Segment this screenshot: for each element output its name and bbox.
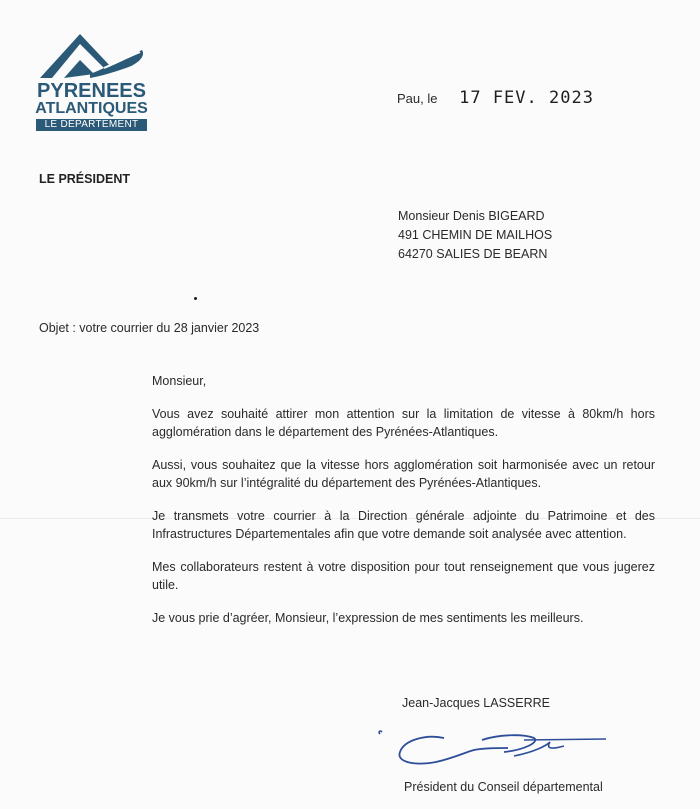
signer-name: Jean-Jacques LASSERRE — [402, 696, 550, 710]
paragraph: Mes collaborateurs restent à votre disposition pour tout renseignement que vous jugerez utile. — [152, 559, 655, 592]
logo-title: PYRENEES — [37, 80, 146, 102]
recipient-name: Monsieur Denis BIGEARD — [398, 209, 545, 223]
recipient-city: 64270 SALIES DE BEARN — [398, 247, 548, 261]
ink-speck — [194, 297, 197, 300]
date-line — [397, 88, 594, 108]
logo-subtitle: ATLANTIQUES — [35, 100, 148, 117]
logo-band: LE DEPARTEMENT — [36, 119, 147, 131]
date-stamp: 17 FEV. 2023 — [459, 88, 594, 108]
paragraph: Vous avez souhaité attirer mon attention sur la limitation de vitesse à 80km/h hors agglomération dans le département des Pyrénées-Atlantiques. — [152, 406, 655, 439]
place-label: Pau, le — [397, 91, 438, 106]
letter-subject: Objet : votre courrier du 28 janvier 2023 — [39, 321, 260, 335]
letter-body — [152, 372, 655, 641]
recipient-address — [398, 207, 552, 264]
department-logo — [34, 28, 149, 134]
closing-paragraph: Je vous prie d’agréer, Monsieur, l’expression de mes sentiments les meilleurs. — [152, 610, 584, 625]
sender-heading: LE PRÉSIDENT — [39, 172, 130, 186]
paragraph: Aussi, vous souhaitez que la vitesse hors agglomération soit harmonisée avec un retour aux 90km/h sur l’intégralité du département des Pyrénées-Atlantiques. — [152, 457, 655, 490]
mountain-roof-icon — [34, 28, 149, 84]
salutation: Monsieur, — [152, 374, 207, 388]
paragraph: Je transmets votre courrier à la Direction générale adjointe du Patrimoine et des Infrastructures Départementales afin que votre demande soit analysée avec attention. — [152, 508, 655, 541]
signer-title: Président du Conseil départemental — [404, 780, 603, 794]
recipient-street: 491 CHEMIN DE MAILHOS — [398, 228, 553, 242]
handwritten-signature — [374, 726, 608, 768]
